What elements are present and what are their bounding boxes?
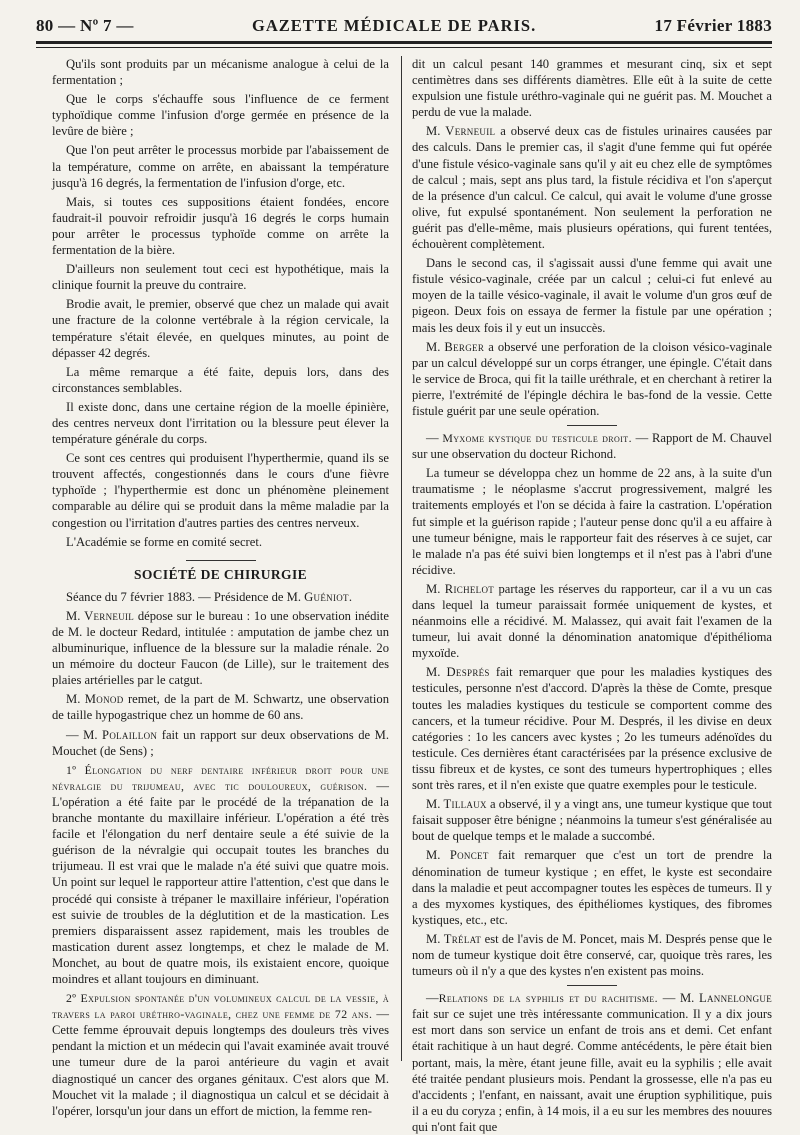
paragraph: Que l'on peut arrêter le processus morbide par l'abaissement de la température, comme on arrête, en abaissant la température jusqu'à 16 degrés, la fermentation de l'infusion d'orge, etc. <box>52 143 389 190</box>
paragraph: Dans le second cas, il s'agissait aussi d'une femme qui avait une fistule vésico-vaginale, créée par un calcul ; celui-ci fut enlevé au moyen de la taille vésico-vaginale, il avait le volume d'un gros œuf de pigeon. Deux fois on essaya de fermer la fistule par une opération ; mais les deux fois il y eut un insuccès. <box>412 256 772 335</box>
paragraph: M. Monod remet, de la part de M. Schwartz, une observation de taille hypogastrique chez un homme de 60 ans. <box>52 692 390 723</box>
speaker-name: Lannelongue <box>699 991 772 1006</box>
column-divider <box>401 56 402 1061</box>
journal-title: GAZETTE MÉDICALE DE PARIS. <box>251 16 537 35</box>
paragraph: M. Poncet fait remarquer que c'est un tort de prendre la dénomination de tumeur kystique ; en effet, le kyste est secondaire dans la maladie et peut accompagner toutes les espèces de tumeurs. Il y a des myxomes kystiques, des épithéliomes kystiques, des fibromes kystiques, etc., etc. <box>412 848 772 927</box>
seance-line: Séance du 7 février 1883. — Présidence de M. Guéniot. <box>66 589 352 604</box>
observation-heading: 1º Élongation du nerf dentaire inférieur droit pour une névralgie du trijumeau, avec tic douloureux, guérison. <box>52 762 389 793</box>
speaker-name: Verneuil <box>445 124 496 139</box>
page-number: 80 — Nº 7 — <box>36 16 134 35</box>
speaker-name: Trélat <box>443 931 482 946</box>
paragraph: Ce sont ces centres qui produisent l'hyperthermie, quand ils se trouvent affectés, congestionnés dans le cours d'une fièvre typhoïde ; l'hyperthermie est donc un phénomène pleinement comparable au délire qui se produit dans la même maladie par la congestion ou l'irritation d'autres parties des centres nerveux. <box>52 451 389 530</box>
paragraph: L'Académie se forme en comité secret. <box>66 534 262 549</box>
paragraph: — Myxome kystique du testicule droit. — Rapport de M. Chauvel sur une observation du docteur Richond. <box>412 431 772 462</box>
paragraph: M. Richelot partage les réserves du rapporteur, car il a vu un cas dans lequel la tumeur paraissait formée uniquement de kystes, et néanmoins elle a récidivé. M. Malassez, qui avait fait l'examen de la tumeur, lui avait donné la dénomination anatomique d'épithélioma myxoïde. <box>412 581 772 661</box>
left-column <box>52 56 390 1118</box>
paragraph: Mais, si toutes ces suppositions étaient fondées, encore faudrait-il pouvoir refroidir jusqu'à 16 degrés le corps humain pour arrêter le processus typhoïde comme on arrête la fermentation de la bière. <box>52 194 389 258</box>
speaker-name: Richelot <box>444 581 495 596</box>
issue-date: 17 Février 1883 <box>654 16 772 35</box>
speaker-name: Poncet <box>449 848 489 863</box>
article-heading: Relations de la syphilis et du rachitisme. <box>438 991 659 1006</box>
header-rule-thin <box>36 47 772 48</box>
paragraph: M. Trélat est de l'avis de M. Poncet, mais M. Després pense que le nom de tumeur kystique doit être conservé, car, quoique très rares, les tumeurs où il n'y a que des kystes n'en existent pas moins. <box>412 931 773 979</box>
page-header <box>36 14 772 38</box>
section-divider <box>186 560 256 561</box>
president-name: Guéniot <box>304 589 349 604</box>
paragraph: D'ailleurs non seulement tout ceci est hypothétique, mais la clinique fournit la preuve du contraire. <box>52 262 389 293</box>
section-title: SOCIÉTÉ DE CHIRURGIE <box>133 566 308 582</box>
speaker-name: Després <box>446 665 490 680</box>
paragraph: M. Després fait remarquer que pour les maladies kystiques des testicules, personne n'est d'accord. D'après la thèse de Comte, presque toutes les maladies kystiques du testicule se comportent comme des cancers, et la tumeur récidive. Pour M. Després, il les divise en deux catégories : 1o les cancers avec kystes ; 2o les tumeurs adénoïdes du testicule. Ces dernières étant caractérisées par la présence exclusive de tissu fibreux et de kystes, ce sont des tumeurs hypertrophiques ; elles sont très rares, et il n'en existe que quatre exemples pour le testicule. <box>412 665 772 793</box>
paragraph: La tumeur se développa chez un homme de 22 ans, à la suite d'un traumatisme ; le néoplasme s'accrut progressivement, malgré les traitements employés et l'on se décida à faire la castration. L'opération fut simple et la guérison rapide ; l'auteur pense donc qu'il a eu affaire à une tumeur bénigne, mais le rapporteur fait des réserves à ce sujet, car le malade n'a pas été suivi bien longtemps et il n'est pas à l'abri d'une récidive. <box>412 466 772 577</box>
header-rule-thick <box>36 41 772 44</box>
paragraph: — M. Polaillon fait un rapport sur deux observations de M. Mouchet (de Sens) ; <box>52 727 389 758</box>
section-divider <box>567 425 617 426</box>
speaker-name: Monod <box>84 692 124 707</box>
speaker-name: Polaillon <box>102 727 158 742</box>
right-column <box>412 56 773 1134</box>
speaker-name: Tillaux <box>443 797 487 812</box>
paragraph: 2º Expulsion spontanée d'un volumineux calcul de la vessie, à travers la paroi uréthro-vaginale, chez une femme de 72 ans. — Cette femme éprouvait depuis longtemps des douleurs très vives pendant la miction et un médecin qui l'avait examinée avait trouvé une tumeur dure de la paroi antérieure du vagin et avait diagnostiqué un cancer des organes génitaux. C'est alors que M. Mouchet vit la malade ; il diagnostiqua un calcul et se décidait à l'opérer, lorsqu'un jour dans un effort de miction, la femme ren- <box>52 991 389 1118</box>
paragraph: Brodie avait, le premier, observé que chez un malade qui avait une fracture de la colonne vertébrale à la région cervicale, la température s'était élevée, en quelques minutes, au point de dépasser 42 degrés. <box>52 297 389 360</box>
paragraph: Que le corps s'échauffe sous l'influence de ce ferment typhoïdique comme l'infusion d'orge germée en présence de la levûre de bière ; <box>52 92 389 139</box>
paragraph: —Relations de la syphilis et du rachitisme. — M. Lannelongue fait sur ce sujet une très intéressante communication. Il y a dix jours est mort dans son service un enfant de trois ans et demi. Cet enfant était rachitique à un haut degré. Comme antécédents, le père était bien portant, mais, la mère, étant jeune fille, avait eu la syphilis ; elle avait été traitée pendant plusieurs mois. Pendant la grossesse, elle n'a pas eu d'accidents ; l'enfant, en naissant, avait une éruption syphilitique, puis il a eu du coryza ; enfin, à 14 mois, il a eu sur les membres des nouures qui n'ont fait que <box>412 991 772 1134</box>
paragraph: M. Verneuil dépose sur le bureau : 1o une observation inédite de M. le docteur Redard, intitulée : amputation de jambe chez un albuminurique, influence de la blessure sur la maladie rénale. 2o un mémoire du docteur Faucon (de Lille), sur le traitement des plaies artérielles par le catgut. <box>52 608 389 688</box>
article-heading: Myxome kystique du testicule droit. <box>442 431 632 446</box>
speaker-name: Berger <box>444 339 485 354</box>
paragraph: La même remarque a été faite, depuis lors, dans des circonstances semblables. <box>52 364 389 395</box>
paragraph: 1º Élongation du nerf dentaire inférieur droit pour une névralgie du trijumeau, avec tic douloureux, guérison. — L'opération a été faite par le procédé de la trépanation de la branche montante du maxillaire inférieur. L'opération a été très facile et l'élongation du nerf dentaire seule a été suivie de la guérison de la névralgie qui occupait toutes les branches du trijumeau. Il est vrai que le malade n'a été suivi que quatre mois. Un point sur lequel le rapporteur attire l'attention, c'est que dans le procédé qui consiste à trépaner le maxillaire inférieur, l'opération est suivie de troubles de la déglutition et de la mastication. Les premiers disparaissent assez rapidement, mais les troubles de mastication durent assez longtemps, et chez le malade de M. Monchet, au bout de quatre mois, ils existaient encore, quoique moindres et allant toujours en diminuant. <box>52 762 389 986</box>
paragraph: Il existe donc, dans une certaine région de la moelle épinière, des centres nerveux dont l'irritation ou la blessure peut élever la température générale du corps. <box>52 399 389 447</box>
paragraph: Qu'ils sont produits par un mécanisme analogue à celui de la fermentation ; <box>52 57 389 88</box>
observation-heading: 2º Expulsion spontanée d'un volumineux calcul de la vessie, à travers la paroi uréthro-vaginale, chez une femme de 72 ans. <box>52 991 389 1022</box>
section-divider <box>567 985 617 986</box>
paragraph: M. Berger a observé une perforation de la cloison vésico-vaginale par un calcul développé sur un corps étranger, une épingle. C'était dans le service de Broca, qui fit la taille uréthrale, et en cherchant à retirer la pierre, l'extrémité de l'épingle déchira le bas-fond de la vessie. Cette fistule guérit par une seule opération. <box>412 339 772 418</box>
paragraph: dit un calcul pesant 140 grammes et mesurant cinq, six et sept centimètres dans ses différents diamètres. Elle eût à la suite de cette expulsion une fistule uréthro-vaginale qui ne guérit pas. M. Mouchet a perdu de vue la malade. <box>412 57 772 120</box>
paragraph: M. Verneuil a observé deux cas de fistules urinaires causées par des calculs. Dans le premier cas, il s'agit d'une femme qui fut opérée d'une fistule vésico-vaginale sans qu'il y ait eu chez elle de symptômes de calcul ; mais, sept ans plus tard, la fistule récidiva et l'on s'aperçut de la présence d'un calcul. Ce calcul, qui avait le volume d'une grosse olive, fut expulsé spontanément. Non seulement la perforation ne guérit pas d'elle-même, mais plusieurs opérations, qui furent tentées, échouèrent complètement. <box>412 124 772 252</box>
paragraph: M. Tillaux a observé, il y a vingt ans, une tumeur kystique que tout faisait supposer être bénigne ; néanmoins la tumeur s'est généralisée au bout de quelque temps et le malade a succombé. <box>412 797 773 844</box>
speaker-name: Verneuil <box>84 608 135 623</box>
